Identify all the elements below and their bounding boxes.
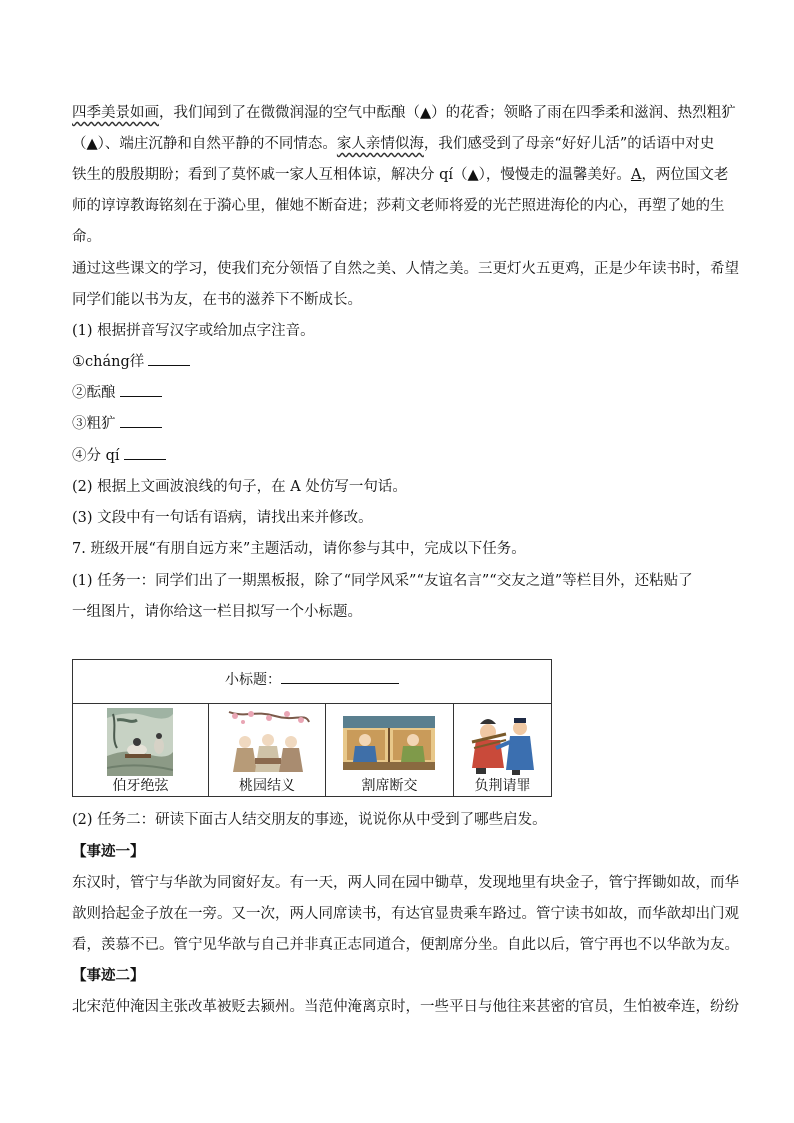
text-span: （▲）、端庄沉静和自然平静的不同情态。 <box>72 136 337 152</box>
story-1-line-2: 歆则拾起金子放在一旁。又一次，两人同席读书，有达官显贵乘车路过。管宁读书如故，而华歆却出门观 <box>72 906 739 922</box>
taoyuan-picture <box>225 708 311 776</box>
answer-blank[interactable] <box>124 445 166 460</box>
question-2: (2) 根据上文画波浪线的句子，在 A 处仿写一句话。 <box>72 479 407 495</box>
question-3: (3) 文段中有一句话有语病，请找出来并修改。 <box>72 510 373 526</box>
caption-1: 伯牙绝弦 <box>112 778 169 794</box>
fujing-picture <box>466 712 540 776</box>
task-1-line-2: 一组图片，请你给这一栏目拟写一个小标题。 <box>72 604 362 620</box>
text-span: ，我们闻到了在微微润湿的空气中酝酿（▲）的花香；领略了雨在四季柔和滋润、热烈粗犷 <box>159 105 736 121</box>
paragraph-1-line-3 <box>72 159 732 191</box>
picture-cell-2 <box>209 704 326 797</box>
picture-cell-3 <box>326 704 454 797</box>
text-span: 铁生的殷殷期盼；看到了莫怀戚一家人互相体谅，解决分 qí（▲），慢慢走的温馨美好。 <box>72 167 631 183</box>
item-label: ④分 qí <box>72 448 120 464</box>
story-1-heading: 【事迹一】 <box>72 843 145 860</box>
paragraph-1-line-5: 命。 <box>72 229 101 245</box>
picture-cell-1 <box>73 704 209 797</box>
question-7-title: 7. 班级开展“有朋自远方来”主题活动，请你参与其中，完成以下任务。 <box>72 541 526 557</box>
answer-blank[interactable] <box>148 351 190 366</box>
subtitle-blank[interactable] <box>281 665 399 684</box>
item-label: ③粗犷 <box>72 416 116 432</box>
story-1-line-1: 东汉时，管宁与华歆为同窗好友。有一天，两人同在园中锄草，发现地里有块金子，管宁挥锄如故，而华 <box>72 875 739 891</box>
wavy-sentence-1: 四季美景如画 <box>72 105 159 121</box>
q1-item-1 <box>72 346 732 378</box>
text-span: ，两位国文老 <box>641 167 729 183</box>
caption-2: 桃园结义 <box>239 778 295 794</box>
task-2: (2) 任务二：研读下面古人结交朋友的事迹，说说你从中受到了哪些启发。 <box>72 812 547 828</box>
q1-item-3 <box>72 408 732 440</box>
story-2-heading: 【事迹二】 <box>72 967 145 984</box>
subtitle-label: 小标题： <box>225 672 281 688</box>
picture-cell-4 <box>454 704 551 797</box>
item-label: ②酝酿 <box>72 385 116 401</box>
caption-4: 负荆请罪 <box>474 778 531 794</box>
q1-item-4 <box>72 440 732 472</box>
answer-blank[interactable] <box>120 413 162 428</box>
paragraph-1-line-1 <box>72 97 736 129</box>
text-span: ，我们感受到了母亲“好好儿活”的话语中对史 <box>423 136 715 152</box>
item-label: ①cháng徉 <box>72 354 145 370</box>
boya-picture <box>107 708 173 776</box>
paragraph-1-line-4: 师的谆谆教诲铭刻在于漪心里，催她不断奋进；莎莉文老师将爱的光芒照进海伦的内心，再塑了她的生 <box>72 198 725 214</box>
q1-item-2 <box>72 377 732 409</box>
caption-3: 割席断交 <box>361 778 418 794</box>
subtitle-row <box>73 660 551 704</box>
paragraph-2-line-1: 通过这些课文的学习，使我们充分领悟了自然之美、人情之美。三更灯火五更鸡，正是少年读书时，希望 <box>72 261 739 277</box>
task-1-line-1: (1) 任务一：同学们出了一期黑板报，除了“同学风采”“友谊名言”“交友之道”等栏目外，还粘贴了 <box>72 573 693 589</box>
story-1-line-3: 看，羡慕不已。管宁见华歆与自己并非真正志同道合，便割席分坐。自此以后，管宁再也不以华歆为友。 <box>72 937 739 953</box>
picture-table <box>72 659 552 797</box>
wavy-sentence-2: 家人亲情似海 <box>336 136 424 152</box>
answer-blank[interactable] <box>120 382 162 397</box>
question-1-prompt: (1) 根据拼音写汉字或给加点字注音。 <box>72 323 315 339</box>
paragraph-1-line-2 <box>72 128 732 160</box>
story-2-line-1: 北宋范仲淹因主张改革被贬去颍州。当范仲淹离京时，一些平日与他往来甚密的官员，生怕被牵连，纷纷 <box>72 999 739 1015</box>
paragraph-2-line-2: 同学们能以书为友，在书的滋养下不断成长。 <box>72 292 362 308</box>
placeholder-a: A <box>630 167 642 183</box>
gexi-picture <box>343 716 435 770</box>
